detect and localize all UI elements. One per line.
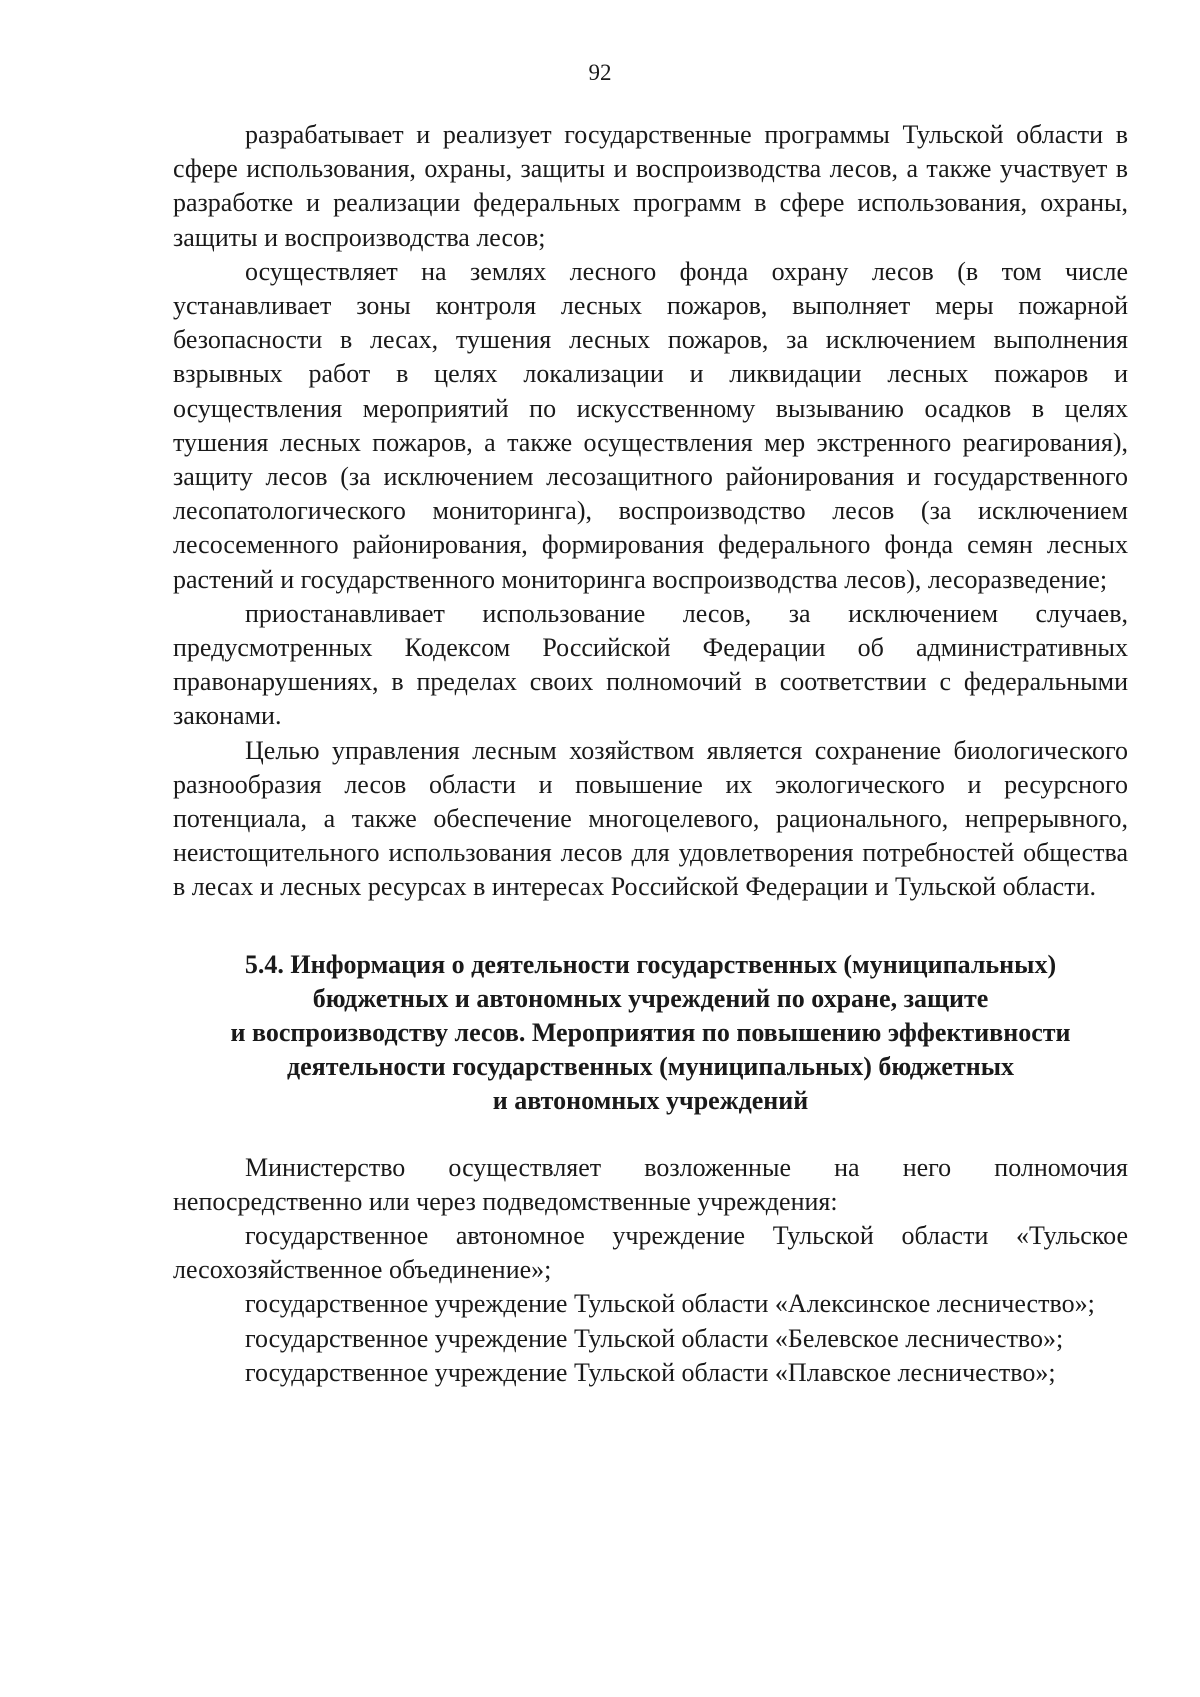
section-heading-line: 5.4. Информация о деятельности государственных (муниципальных): [244, 949, 1057, 979]
section-heading-line: и автономных учреждений: [492, 1085, 809, 1115]
paragraph-ministry-intro: Министерство осуществляет возложенные на него полномочия непосредственно или через подведомственные учреждения:: [173, 1152, 1128, 1216]
paragraph-management-goal: Целью управления лесным хозяйством является сохранение биологического разнообразия лесов области и повышение их экологического и ресурсного потенциала, а также обеспечение многоцелевого, рационального, непрерывного, неистощительного использования лесов для удовлетворения потребностей общества в лесах и лесных ресурсах в интересах Российской Федерации и Тульской области.: [173, 735, 1128, 902]
section-heading-line: деятельности государственных (муниципальных) бюджетных: [286, 1051, 1015, 1081]
section-heading-line: бюджетных и автономных учреждений по охране, защите: [312, 983, 989, 1013]
list-item-institution: государственное автономное учреждение Тульской области «Тульское лесохозяйственное объединение»;: [173, 1221, 1128, 1285]
section-heading: [173, 948, 1128, 1118]
paragraph-suspension: приостанавливает использование лесов, за исключением случаев, предусмотренных Кодексом Российской Федерации об административных правонарушениях, в пределах своих полномочий в соответствии с федеральными законами.: [173, 598, 1128, 731]
list-item-institution: государственное учреждение Тульской области «Алексинское лесничество»;: [245, 1289, 1095, 1319]
section-heading-line: и воспроизводству лесов. Мероприятия по повышению эффективности: [230, 1017, 1071, 1047]
paragraph-programs: разрабатывает и реализует государственные программы Тульской области в сфере использования, охраны, защиты и воспроизводства лесов, а также участвует в разработке и реализации федеральных программ в сфере использования, охраны, защиты и воспроизводства лесов;: [173, 120, 1128, 252]
section-body: [173, 1151, 1128, 1390]
list-item-institution: государственное учреждение Тульской области «Плавское лесничество»;: [245, 1357, 1056, 1387]
list-item-institution: государственное учреждение Тульской области «Белевское лесничество»;: [245, 1323, 1064, 1353]
page-number: 92: [588, 60, 612, 85]
document-body: [173, 118, 1128, 1390]
paragraph-forest-protection: осуществляет на землях лесного фонда охрану лесов (в том числе устанавливает зоны контроля лесных пожаров, выполняет меры пожарной безопасности в лесах, тушения лесных пожаров, за исключением выполнения взрывных работ в целях локализации и ликвидации лесных пожаров и осуществления мероприятий по искусственному вызыванию осадков в целях тушения лесных пожаров, а также осуществления мер экстренного реагирования), защиту лесов (за исключением лесозащитного районирования и государственного лесопатологического мониторинга), воспроизводство лесов (за исключением лесосеменного районирования, формирования федерального фонда семян лесных растений и государственного мониторинга воспроизводства лесов), лесоразведение;: [173, 256, 1128, 594]
